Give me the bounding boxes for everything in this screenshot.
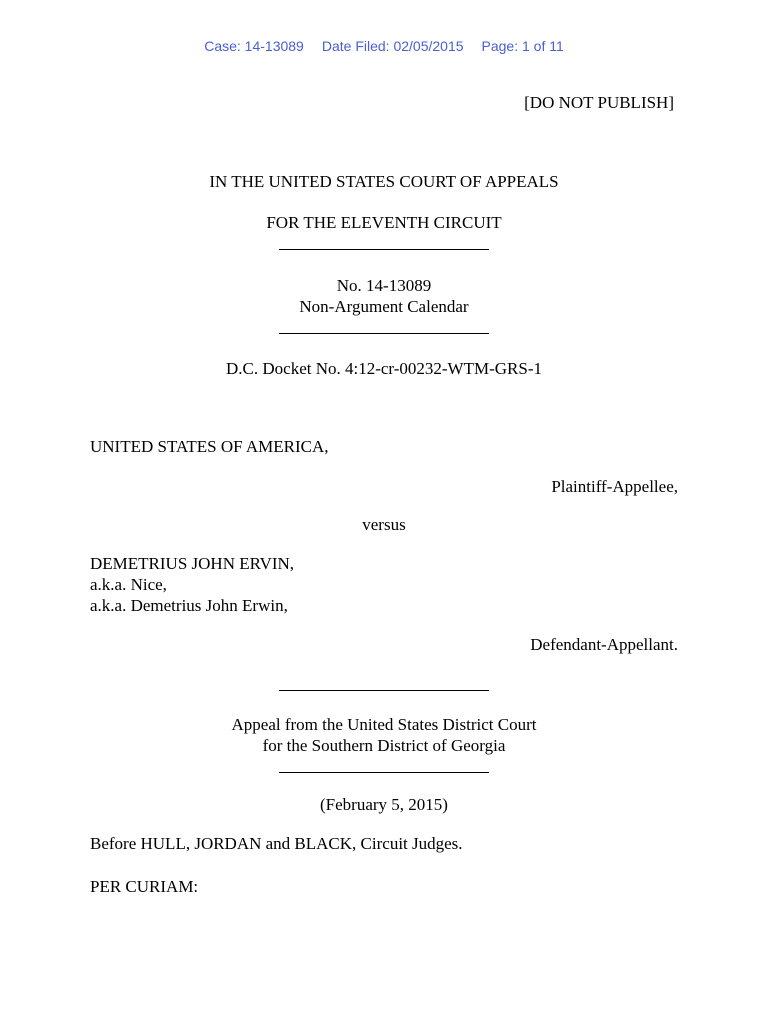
case-number-stamp: Case: 14-13089 <box>204 38 304 54</box>
per-curiam-heading: PER CURIAM: <box>90 877 199 896</box>
court-name-line2: FOR THE ELEVENTH CIRCUIT <box>266 213 502 232</box>
defendant-alias-2: a.k.a. Demetrius John Erwin, <box>90 596 288 615</box>
defendant-name: DEMETRIUS JOHN ERVIN, <box>90 554 295 573</box>
appeal-line2: for the Southern District of Georgia <box>262 736 506 755</box>
divider-line <box>279 690 489 691</box>
divider-line <box>279 333 489 334</box>
divider-line <box>279 772 489 773</box>
appeal-line1: Appeal from the United States District Court <box>231 715 537 734</box>
date-filed-stamp: Date Filed: 02/05/2015 <box>321 38 464 54</box>
calendar-type: Non-Argument Calendar <box>299 297 469 316</box>
defendant-alias-1: a.k.a. Nice, <box>90 575 167 594</box>
panel-judges: Before HULL, JORDAN and BLACK, Circuit Judges. <box>90 834 463 853</box>
page-count-stamp: Page: 1 of 11 <box>481 38 564 54</box>
versus-label: versus <box>362 515 406 534</box>
court-name-line1: IN THE UNITED STATES COURT OF APPEALS <box>209 172 559 191</box>
decision-date: (February 5, 2015) <box>320 795 448 814</box>
defendant-role: Defendant-Appellant. <box>530 635 678 654</box>
case-header-stamp <box>0 38 768 54</box>
divider-line <box>279 249 489 250</box>
docket-number: D.C. Docket No. 4:12-cr-00232-WTM-GRS-1 <box>226 359 542 378</box>
publish-note: [DO NOT PUBLISH] <box>524 93 674 112</box>
plaintiff-role: Plaintiff-Appellee, <box>551 477 678 496</box>
plaintiff-name: UNITED STATES OF AMERICA, <box>90 437 329 456</box>
case-number: No. 14-13089 <box>336 276 432 295</box>
